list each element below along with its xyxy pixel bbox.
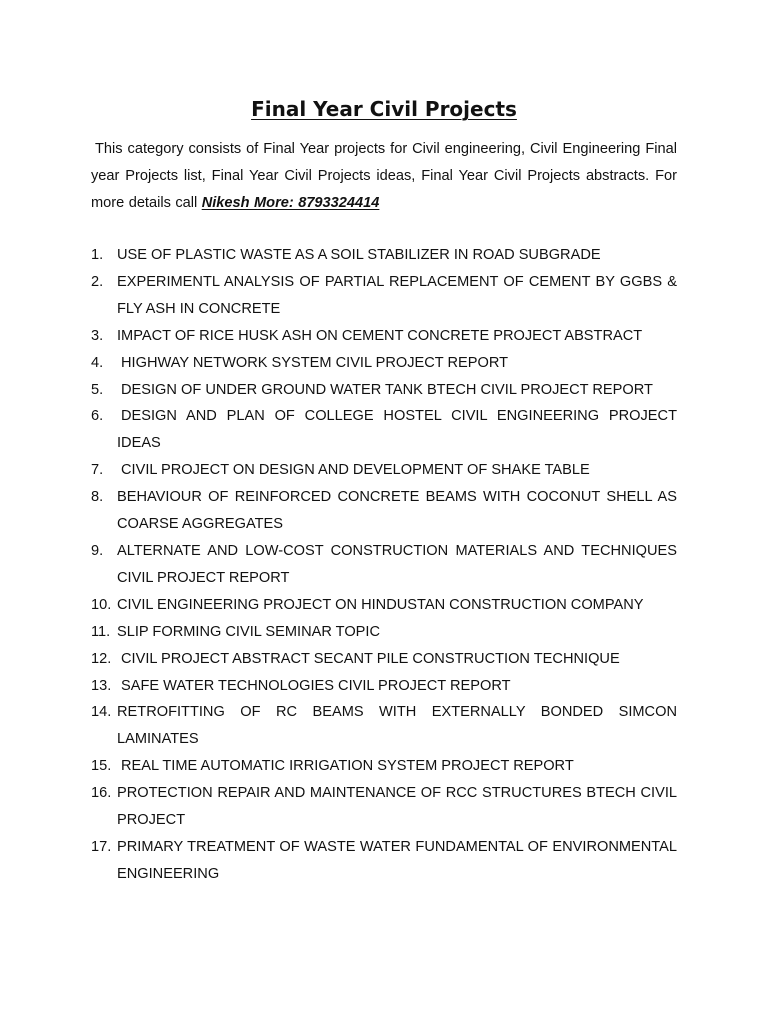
list-item-text: EXPERIMENTL ANALYSIS OF PARTIAL REPLACEMENT OF CEMENT BY GGBS & FLY ASH IN CONCRETE <box>117 273 677 317</box>
list-item-number: 16. <box>91 785 112 802</box>
list-item <box>91 403 677 457</box>
project-list <box>91 242 677 888</box>
list-item <box>91 646 677 673</box>
list-item <box>91 377 677 404</box>
list-item <box>91 242 677 269</box>
list-item-text: USE OF PLASTIC WASTE AS A SOIL STABILIZER IN ROAD SUBGRADE <box>117 247 601 263</box>
list-item-number: 17. <box>91 838 112 855</box>
contact-link[interactable]: Nikesh More: 8793324414 <box>201 195 380 211</box>
list-item-text: IMPACT OF RICE HUSK ASH ON CEMENT CONCRETE PROJECT ABSTRACT <box>117 327 643 344</box>
list-item-number: 9. <box>91 542 104 559</box>
list-item <box>91 350 677 377</box>
list-item-number: 11. <box>91 623 111 640</box>
list-item-number: 13. <box>91 677 112 694</box>
list-item-text: SAFE WATER TECHNOLOGIES CIVIL PROJECT REPORT <box>121 677 511 694</box>
list-item-text: PROTECTION REPAIR AND MAINTENANCE OF RCC STRUCTURES BTECH CIVIL PROJECT <box>117 785 677 829</box>
list-item <box>91 834 677 888</box>
list-item <box>91 753 677 780</box>
list-item <box>91 484 677 538</box>
list-item <box>91 323 677 350</box>
list-item-number: 15. <box>91 758 112 775</box>
list-item-number: 7. <box>91 462 104 479</box>
list-item-text: DESIGN OF UNDER GROUND WATER TANK BTECH CIVIL PROJECT REPORT <box>121 381 653 398</box>
list-item-number: 12. <box>91 650 112 667</box>
list-item-number: 2. <box>91 273 104 290</box>
list-item <box>91 699 677 753</box>
list-item-text: DESIGN AND PLAN OF COLLEGE HOSTEL CIVIL ENGINEERING PROJECT IDEAS <box>117 408 677 452</box>
list-item-number: 1. <box>91 247 104 263</box>
intro-paragraph <box>91 136 677 217</box>
list-item-text: ALTERNATE AND LOW-COST CONSTRUCTION MATERIALS AND TECHNIQUES CIVIL PROJECT REPORT <box>117 542 677 586</box>
page-title-text: Final Year Civil Projects <box>251 97 517 121</box>
list-item-text: HIGHWAY NETWORK SYSTEM CIVIL PROJECT REPORT <box>121 354 509 371</box>
list-item-number: 3. <box>91 327 104 344</box>
list-item-text: SLIP FORMING CIVIL SEMINAR TOPIC <box>117 623 381 640</box>
list-item-text: REAL TIME AUTOMATIC IRRIGATION SYSTEM PROJECT REPORT <box>121 758 574 775</box>
list-item-text: RETROFITTING OF RC BEAMS WITH EXTERNALLY BONDED SIMCON LAMINATES <box>117 704 677 748</box>
list-item-text: CIVIL PROJECT ON DESIGN AND DEVELOPMENT OF SHAKE TABLE <box>121 462 590 479</box>
list-item-number: 4. <box>91 354 104 371</box>
list-item <box>91 619 677 646</box>
list-item-number: 6. <box>91 408 104 425</box>
list-item-number: 5. <box>91 381 104 398</box>
list-item <box>91 673 677 700</box>
list-item <box>91 457 677 484</box>
list-item-number: 14. <box>91 704 112 721</box>
list-item <box>91 592 677 619</box>
list-item <box>91 538 677 592</box>
list-item <box>91 780 677 834</box>
intro-text: This category consists of Final Year projects for Civil engineering, Civil Engineering Final year Projects list, Final Year Civil Projects ideas, Final Year Civil Projects abstracts. For more details call <box>91 141 677 211</box>
list-item <box>91 269 677 323</box>
list-item-text: BEHAVIOUR OF REINFORCED CONCRETE BEAMS WITH COCONUT SHELL AS COARSE AGGREGATES <box>117 489 677 533</box>
list-item-number: 8. <box>91 489 104 506</box>
list-item-text: CIVIL ENGINEERING PROJECT ON HINDUSTAN CONSTRUCTION COMPANY <box>117 596 644 613</box>
page-title <box>0 94 768 124</box>
list-item-text: CIVIL PROJECT ABSTRACT SECANT PILE CONSTRUCTION TECHNIQUE <box>121 650 620 667</box>
list-item-text: PRIMARY TREATMENT OF WASTE WATER FUNDAMENTAL OF ENVIRONMENTAL ENGINEERING <box>117 838 677 882</box>
list-item-number: 10. <box>91 596 112 613</box>
